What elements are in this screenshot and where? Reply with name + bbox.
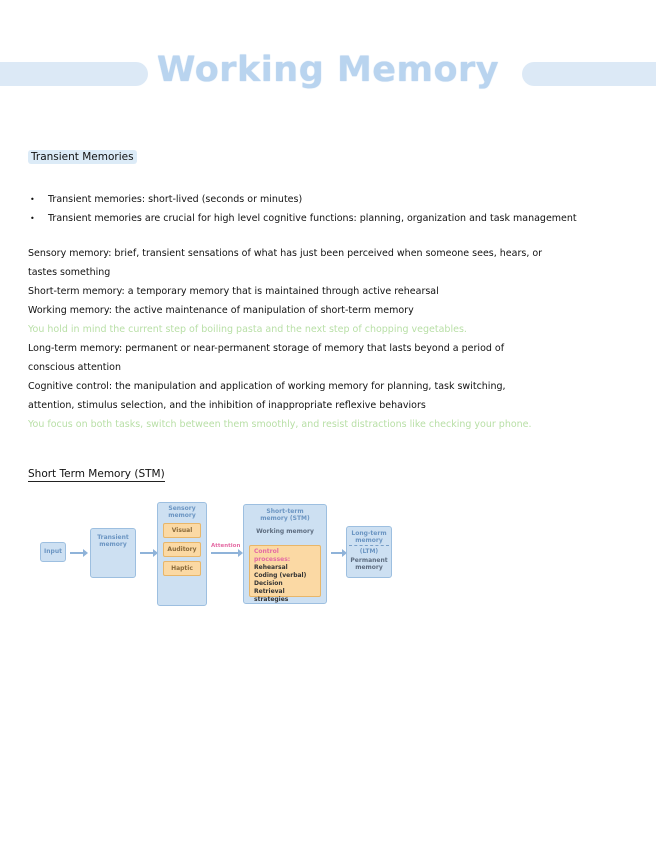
ltm-abbr: (LTM) <box>359 548 379 555</box>
arrow-icon <box>140 552 154 554</box>
diagram-ltm-box <box>346 526 392 578</box>
paragraph-working: Working memory: the active maintenance of manipulation of short-term memory <box>28 305 414 316</box>
heading-stm: Short Term Memory (STM) <box>28 468 165 480</box>
control-item: Rehearsal <box>254 564 288 571</box>
paragraph-sensory: Sensory memory: brief, transient sensations of what has just been perceived when someone sees, hears, or tastes something <box>28 248 543 278</box>
stm-sub: Working memory <box>256 528 314 535</box>
title-banner <box>0 50 656 100</box>
control-title: Control processes: <box>254 548 291 563</box>
paragraph-short-term: Short-term memory: a temporary memory that is maintained through active rehearsal <box>28 286 439 297</box>
control-item: Coding (verbal) <box>254 572 307 579</box>
sensory-title: Sensory memory <box>168 505 196 519</box>
control-item: Decision <box>254 580 283 587</box>
stm-title: Short-term memory (STM) <box>260 508 310 522</box>
attention-label: Attention <box>211 543 241 549</box>
control-item: Retrieval strategies <box>254 588 289 603</box>
example-cognitive-control: You focus on both tasks, switch between them smoothly, and resist distractions like checking your phone. <box>28 419 532 430</box>
sensory-item: Haptic <box>163 561 201 576</box>
sensory-item: Visual <box>163 523 201 538</box>
sensory-item: Auditory <box>163 542 201 557</box>
arrow-icon <box>70 552 84 554</box>
bullet-list <box>30 190 577 228</box>
heading-transient-memories: Transient Memories <box>28 150 137 164</box>
memory-model-diagram <box>30 500 400 610</box>
bullet-item: • Transient memories are crucial for high level cognitive functions: planning, organization and task management <box>30 209 577 228</box>
ltm-title: Long-term memory <box>349 530 389 546</box>
example-working: You hold in mind the current step of boiling pasta and the next step of chopping vegetables. <box>28 324 467 335</box>
diagram-input-box: Input <box>40 542 66 562</box>
paragraph-long-term: Long-term memory: permanent or near-permanent storage of memory that lasts beyond a period of conscious attention <box>28 343 505 373</box>
control-processes-box <box>249 545 321 603</box>
page-title: Working Memory <box>156 50 500 90</box>
arrow-icon <box>331 552 343 554</box>
bullet-item: • Transient memories: short-lived (seconds or minutes) <box>30 190 577 209</box>
arrow-icon <box>211 552 239 554</box>
paragraph-cognitive-control: Cognitive control: the manipulation and application of working memory for planning, task switching, attention, stimulus selection, and the inhibition of inappropriate reflexive behaviors <box>28 381 506 411</box>
ltm-sub: Permanent memory <box>350 557 388 571</box>
diagram-transient-box: Transient memory <box>90 528 136 578</box>
